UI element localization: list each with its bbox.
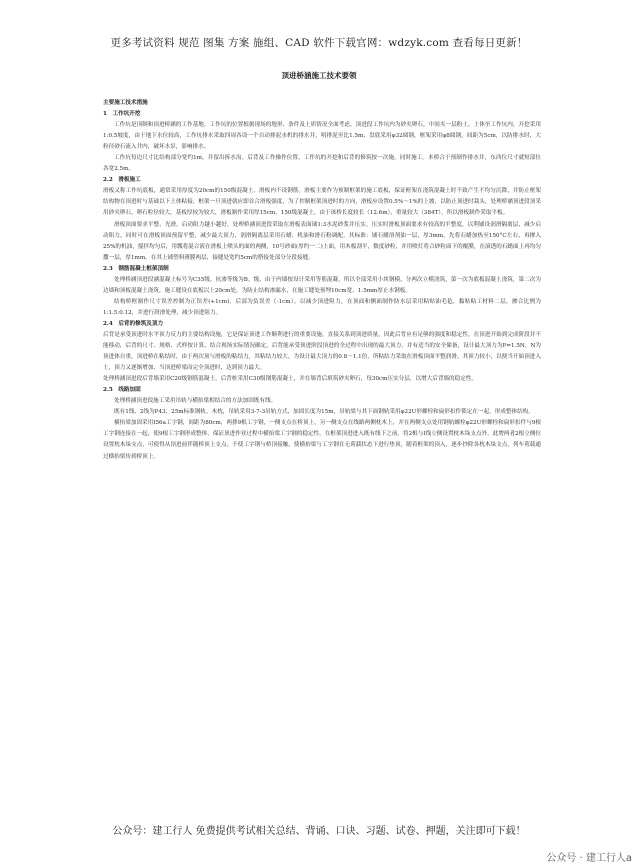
paragraph: 结构桥框制作尺寸误差控制为正误差(+1cm)，后部为负误差（-1cm），以减少顶进阻力，在顶面和侧面制作防水层采用粘贴油毛毡，黏贴粘工材料二层，掺合比例为1:1.5:0.12，并进行润滑处理，减少顶进阻力。 xyxy=(103,298,541,316)
section-heading-2: 2.2 滑板施工 xyxy=(103,177,141,184)
footer-notice: 公众号：建工行人 免费提供考试相关总结、背诵、口诀、习题、试卷、押题，关注即可下载！ xyxy=(112,826,526,837)
paragraph: 处理桥涵顶进段后背墙采用C20级钢筋混凝土，后背桩采用C30级钢筋混凝土，并在墙背后填筑砂夹卵石，每30cm压实分层，以增大后背墙的稳定性。 xyxy=(103,376,477,383)
section-heading-4: 2.4 后背的修筑及顶力 xyxy=(103,320,164,327)
paragraph: 滑板顶面要求平整、光滑，启动阻力越小越好，处理桥涵顶进段采取在滑板表面铺1:3水泥砂浆并压实，压实时滑板顶面要求有较高的平整度，以利铺设润滑隔离层，减少启动阻力，同时可在滑板顶面预留平整，减少最大顶力，润滑隔离层采用石蜡、机油和滑石粉调配，其标准：铺石蜡溶剂油一层，厚3mm，先将石蜡加热至150°C左右，再掺入25%的机油，搅拌均匀后，用瓢将混合液在滑板上喷头的面的两侧，10号砂面(厚约一二)上面，用木板刮平，数度砂粒，并用喷灯将合砂粒面下的覆膜，在滚透的石蜡面上再均匀撒一层，厚1mm，在其上铺塑料薄膜两层，接缝处宽约5cm的搭接处部分分段接缝。 xyxy=(103,221,541,261)
document-body xyxy=(103,98,541,463)
paragraph: 滑板又称工作坑底板，通常采用厚度为20cm的150级混凝土，滑板内不设钢筋。滑板主要作为预制框架的施工底板，保证框架在浇筑混凝土时不致产生不均匀沉降，并防止框架结构物在顶进时与基础以下土体粘接，框架一旦顶进就应即首合滑板强度，为了控制框架顶进时的方向，滑板应设置0.5%～1%的上坡，以防止顶进时栽头，处理桥涵顶进段顶采用砂夹卵石，卵石粒径较大，基板厚较为较大，滑板制作采用厚15cm、150级混凝土，由于该桥长度较长（12.6m），重量较大（384T），所以滑板制作采取平板。 xyxy=(103,188,541,217)
watermark: 公众号 · 建工行人a xyxy=(546,849,632,864)
document-title: 顶进桥涵施工技术要领 xyxy=(281,71,357,80)
paragraph: 既有1线、2线为P43、25m标准钢轨、木枕，吊轨采用3-7-3吊轨方式，加固长度为15m，吊轨梁与其下面钢轨采用φ22U形螺栓和扁形扣件锁定在一起，形成整体结构。 xyxy=(114,409,534,416)
download-banner: 更多考试资料 规范 图集 方案 施组、CAD 软件下载官网：wdzyk.com 查看每日更新！ xyxy=(110,37,528,49)
paragraph: 处理桥涵顶进段涵混凝土标号为C35级，抗渗等级为B。级，由于内墙按设计采用等筋混凝，所以全部采用小块钢模，分两次立模浇筑，第一次为底板混凝土浇筑，第二次为边墙和顶板混凝土浇筑，施工缝设在底板以上20cm处，为防止结构渗漏水，在施工缝处预埋10cm宽、1.5mm厚止水钢板。 xyxy=(103,276,541,294)
paragraph: 后背是承受顶进时水平顶力反力的主要结构设施，它是保证顶进工作顺利进行的重要设施，直接关系到顶进质量，因此后背应有足够的强度和稳定性，在顶进开始到完成阶段并不能移动，后背的尺寸、规格、式样按计算，结合现场实际情况确定，后背能承受顶进阶段顶进的全过程中出现的最大顶力，并有适当的安全储备，设计最大顶力为P=1.5N，N为顶进体自重，顶进桥在粘结时，由于两次顶与滑板的粘结力，其粘结力较大，为设计最大顶力的0.8～1.1倍，所粘结力采取在滑板顶面平整润滑，其顶力较小，以便当开始顶进入土，顶力又逐渐增加，当顶进桥梁而完全顶进时，达到顶力最大。 xyxy=(103,331,541,372)
main-heading: 主要施工技术措施 xyxy=(103,100,148,106)
paragraph: 横抬梁加固采用I56a工字钢，间距为80cm，两排9根工字钢，一侧支点在桥顶上，另一侧支点在线路两侧枕木上，并在两侧支点处用钢轨螺栓φ22U形螺栓和扁形扣件与9根工字钢连接在一起，使9根工字钢形成整体，保证顶进作业过程中横抬梁工字钢的稳定性，在框架顶进进入既有线下之前，将2根与I线立侧设置枕木垛支点外，此增两者2根立侧位设置枕木垛支点，可使得从顶进前伴随桥顶上支点，不使工字钢与桥顶接触，使横抬梁与工字钢在无荷载状态下进行垫顶，随着框架的顶入，逐步抄除各枕木垛支点，列车荷载通过横抬梁传到桥顶上。 xyxy=(103,420,542,460)
paragraph: 处理桥涵顶进段施工采用吊轨与横抬梁相结合的方法加固既有线。 xyxy=(114,398,277,405)
section-heading-3: 2.3 钢筋混凝土框架顶制 xyxy=(103,265,169,272)
paragraph: 工作坑每边尺寸比结构部分宽约1m，并留出拆水沟。后背及工作操作位置，工作坑的开挖和后背的修筑按一次施，同时施工。本桥合于预制作排水井，东西位尺寸就短部位各宽2.5m。 xyxy=(103,155,541,173)
section-heading-5: 2.5 线路加固 xyxy=(103,387,141,394)
paragraph: 工作坑是顶制和顶进桥涵的工作基地。工作坑的位置根据现场的地形、条件及土质情况全面考虑，顶进段工作坑内为砂夹卵石，中间夹一层粉土，土体至工作坑内，开挖采用1:0.5坡度，由于地下水位较高，工作坑排水采取四周各设一个自动排泥水机的排水井，明排泥至比1.5m，盘底采用φ32圆钢，框架采用φ8圆钢，间距为5cm，以防排水时，大粒径砂石流入井内，破坏水泵，影响排水。 xyxy=(103,122,541,151)
section-heading-1: 1 工作坑开挖 xyxy=(103,111,141,118)
